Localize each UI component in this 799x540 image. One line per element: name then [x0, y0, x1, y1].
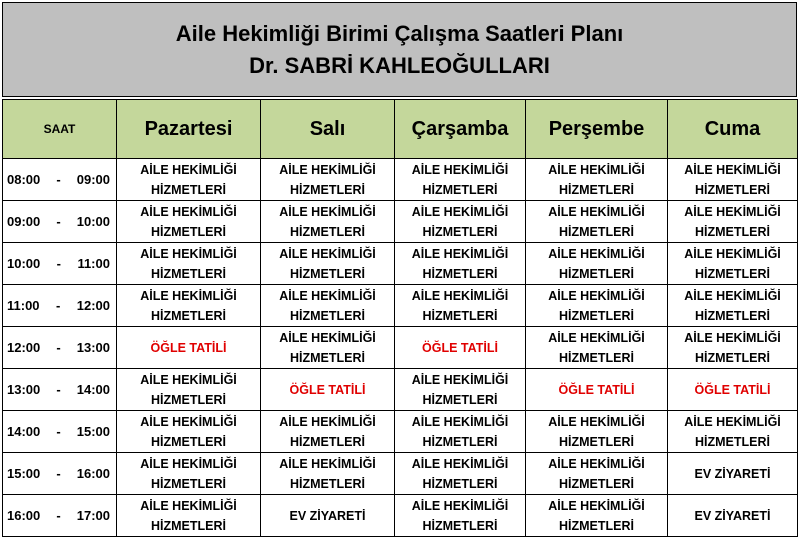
schedule-cell-text: AİLE HEKİMLİĞİ HİZMETLERİ — [140, 498, 237, 533]
schedule-cell-text: ÖĞLE TATİLİ — [150, 340, 227, 355]
table-row — [3, 201, 798, 243]
time-start: 13:00 — [7, 381, 41, 397]
schedule-cell-text: AİLE HEKİMLİĞİ HİZMETLERİ — [140, 246, 237, 281]
time-start: 12:00 — [7, 339, 41, 355]
schedule-cell — [261, 411, 395, 453]
time-end: 16:00 — [76, 465, 110, 481]
schedule-cell — [526, 453, 668, 495]
schedule-cell — [395, 243, 526, 285]
schedule-cell — [526, 159, 668, 201]
schedule-cell-text: AİLE HEKİMLİĞİ HİZMETLERİ — [279, 204, 376, 239]
schedule-cell-text: AİLE HEKİMLİĞİ HİZMETLERİ — [140, 204, 237, 239]
time-sep: - — [56, 213, 61, 229]
time-end: 12:00 — [76, 297, 110, 313]
time-end: 09:00 — [76, 171, 110, 187]
time-end: 10:00 — [76, 213, 110, 229]
schedule-cell — [117, 201, 261, 243]
schedule-cell-text: AİLE HEKİMLİĞİ HİZMETLERİ — [279, 330, 376, 365]
time-sep: - — [56, 339, 61, 355]
schedule-cell — [117, 495, 261, 537]
schedule-cell-text: AİLE HEKİMLİĞİ HİZMETLERİ — [140, 372, 237, 407]
schedule-sheet — [2, 2, 797, 538]
schedule-body — [3, 159, 798, 537]
time-sep: - — [56, 423, 61, 439]
schedule-cell — [117, 327, 261, 369]
time-cell — [3, 201, 117, 243]
schedule-cell-text: AİLE HEKİMLİĞİ HİZMETLERİ — [411, 204, 509, 239]
schedule-cell — [526, 243, 668, 285]
schedule-cell — [117, 453, 261, 495]
schedule-cell — [668, 495, 798, 537]
schedule-cell — [526, 285, 668, 327]
schedule-cell — [395, 369, 526, 411]
schedule-cell — [117, 369, 261, 411]
title-box — [2, 2, 797, 97]
schedule-cell — [526, 327, 668, 369]
schedule-cell — [395, 495, 526, 537]
header-saat: SAAT — [3, 100, 117, 159]
table-row — [3, 369, 798, 411]
time-start: 08:00 — [7, 171, 41, 187]
schedule-cell-text: AİLE HEKİMLİĞİ HİZMETLERİ — [548, 498, 645, 533]
header-day-persembe: Perşembe — [526, 100, 668, 159]
schedule-cell-text: AİLE HEKİMLİĞİ HİZMETLERİ — [279, 456, 376, 491]
schedule-cell-text: EV ZİYARETİ — [289, 508, 366, 523]
time-end: 17:00 — [76, 507, 110, 523]
schedule-cell — [668, 285, 798, 327]
table-row — [3, 243, 798, 285]
time-sep: - — [56, 507, 61, 523]
header-day-sali: Salı — [261, 100, 395, 159]
time-sep: - — [56, 381, 61, 397]
schedule-cell-text: AİLE HEKİMLİĞİ HİZMETLERİ — [411, 288, 509, 323]
schedule-cell-text: AİLE HEKİMLİĞİ HİZMETLERİ — [411, 498, 509, 533]
schedule-cell — [117, 411, 261, 453]
table-row — [3, 453, 798, 495]
header-day-cuma: Cuma — [668, 100, 798, 159]
schedule-cell-text: AİLE HEKİMLİĞİ HİZMETLERİ — [140, 288, 237, 323]
schedule-cell-text: AİLE HEKİMLİĞİ HİZMETLERİ — [279, 414, 376, 449]
schedule-cell-text: AİLE HEKİMLİĞİ HİZMETLERİ — [548, 330, 645, 365]
schedule-cell — [395, 285, 526, 327]
header-row — [3, 100, 798, 159]
schedule-cell-text: AİLE HEKİMLİĞİ HİZMETLERİ — [411, 246, 509, 281]
schedule-cell — [261, 201, 395, 243]
schedule-cell-text: AİLE HEKİMLİĞİ HİZMETLERİ — [548, 204, 645, 239]
schedule-cell-text: AİLE HEKİMLİĞİ HİZMETLERİ — [548, 288, 645, 323]
schedule-cell-text: AİLE HEKİMLİĞİ HİZMETLERİ — [684, 330, 781, 365]
schedule-cell — [668, 159, 798, 201]
title-line-2-doctor-name: Dr. SABRİ KAHLEOĞULLARI — [249, 52, 550, 78]
schedule-cell-text: ÖĞLE TATİLİ — [289, 382, 366, 397]
header-day-carsamba: Çarşamba — [395, 100, 526, 159]
schedule-cell — [395, 327, 526, 369]
time-start: 09:00 — [7, 213, 41, 229]
time-start: 11:00 — [7, 297, 40, 313]
schedule-cell-text: AİLE HEKİMLİĞİ HİZMETLERİ — [548, 246, 645, 281]
schedule-cell — [526, 201, 668, 243]
schedule-cell-text: AİLE HEKİMLİĞİ HİZMETLERİ — [411, 372, 509, 407]
schedule-cell-text: EV ZİYARETİ — [694, 466, 771, 481]
schedule-cell-text: AİLE HEKİMLİĞİ HİZMETLERİ — [684, 162, 781, 197]
time-start: 10:00 — [7, 255, 41, 271]
table-row — [3, 495, 798, 537]
time-start: 15:00 — [7, 465, 41, 481]
schedule-cell — [668, 243, 798, 285]
schedule-cell — [261, 453, 395, 495]
schedule-cell-text: AİLE HEKİMLİĞİ HİZMETLERİ — [684, 414, 781, 449]
schedule-cell-text: ÖĞLE TATİLİ — [422, 340, 498, 355]
schedule-cell-text: AİLE HEKİMLİĞİ HİZMETLERİ — [411, 414, 509, 449]
schedule-cell — [395, 201, 526, 243]
schedule-cell-text: ÖĞLE TATİLİ — [558, 382, 635, 397]
schedule-cell — [526, 411, 668, 453]
schedule-cell — [395, 453, 526, 495]
time-start: 16:00 — [7, 507, 41, 523]
time-cell — [3, 495, 117, 537]
schedule-cell-text: AİLE HEKİMLİĞİ HİZMETLERİ — [548, 414, 645, 449]
schedule-cell-text: AİLE HEKİMLİĞİ HİZMETLERİ — [684, 288, 781, 323]
schedule-cell-text: ÖĞLE TATİLİ — [694, 382, 771, 397]
schedule-cell — [395, 411, 526, 453]
schedule-cell — [668, 369, 798, 411]
title-line-1: Aile Hekimliği Birimi Çalışma Saatleri Planı — [175, 20, 624, 46]
time-cell — [3, 411, 117, 453]
schedule-cell — [117, 243, 261, 285]
schedule-cell-text: AİLE HEKİMLİĞİ HİZMETLERİ — [411, 162, 509, 197]
table-row — [3, 411, 798, 453]
schedule-cell — [261, 285, 395, 327]
schedule-cell-text: AİLE HEKİMLİĞİ HİZMETLERİ — [279, 246, 376, 281]
time-cell — [3, 285, 117, 327]
time-sep: - — [56, 171, 61, 187]
time-sep: - — [55, 297, 61, 313]
time-cell — [3, 159, 117, 201]
schedule-cell-text: AİLE HEKİMLİĞİ HİZMETLERİ — [411, 456, 509, 491]
schedule-cell — [668, 201, 798, 243]
time-start: 14:00 — [7, 423, 41, 439]
schedule-cell — [668, 411, 798, 453]
schedule-cell — [117, 285, 261, 327]
time-end: 11:00 — [77, 255, 110, 271]
time-cell — [3, 369, 117, 411]
table-row — [3, 327, 798, 369]
schedule-cell-text: AİLE HEKİMLİĞİ HİZMETLERİ — [684, 204, 781, 239]
schedule-cell — [526, 369, 668, 411]
schedule-cell-text: AİLE HEKİMLİĞİ HİZMETLERİ — [279, 288, 376, 323]
schedule-cell — [261, 495, 395, 537]
schedule-cell — [261, 327, 395, 369]
time-cell — [3, 453, 117, 495]
time-end: 14:00 — [76, 381, 110, 397]
schedule-cell — [117, 159, 261, 201]
time-cell — [3, 327, 117, 369]
schedule-cell-text: AİLE HEKİMLİĞİ HİZMETLERİ — [140, 456, 237, 491]
schedule-cell-text: AİLE HEKİMLİĞİ HİZMETLERİ — [684, 246, 781, 281]
schedule-cell-text: AİLE HEKİMLİĞİ HİZMETLERİ — [548, 162, 645, 197]
schedule-cell — [261, 243, 395, 285]
table-row — [3, 159, 798, 201]
schedule-table — [2, 99, 798, 537]
schedule-cell-text: AİLE HEKİMLİĞİ HİZMETLERİ — [140, 162, 237, 197]
schedule-cell-text: EV ZİYARETİ — [694, 508, 771, 523]
schedule-cell — [668, 327, 798, 369]
time-sep: - — [56, 255, 62, 271]
schedule-cell — [261, 159, 395, 201]
schedule-cell — [668, 453, 798, 495]
table-row — [3, 285, 798, 327]
time-cell — [3, 243, 117, 285]
schedule-cell-text: AİLE HEKİMLİĞİ HİZMETLERİ — [140, 414, 237, 449]
time-end: 15:00 — [76, 423, 110, 439]
schedule-cell — [526, 495, 668, 537]
time-end: 13:00 — [76, 339, 110, 355]
schedule-cell — [261, 369, 395, 411]
schedule-cell — [395, 159, 526, 201]
schedule-cell-text: AİLE HEKİMLİĞİ HİZMETLERİ — [548, 456, 645, 491]
header-day-pazartesi: Pazartesi — [117, 100, 261, 159]
time-sep: - — [56, 465, 61, 481]
schedule-cell-text: AİLE HEKİMLİĞİ HİZMETLERİ — [279, 162, 376, 197]
